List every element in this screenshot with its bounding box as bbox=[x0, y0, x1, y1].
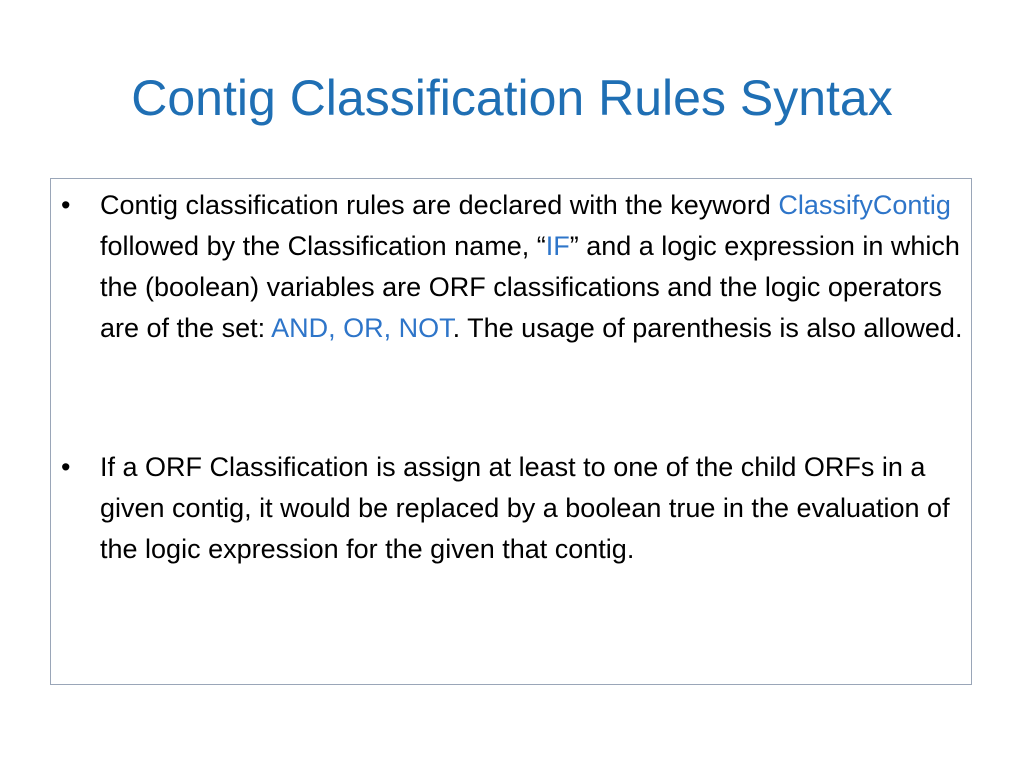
slide-title: Contig Classification Rules Syntax bbox=[131, 70, 893, 126]
bullet-dot-icon: • bbox=[61, 452, 71, 482]
keyword-classifycontig: ClassifyContig bbox=[778, 190, 951, 220]
content-box bbox=[50, 178, 972, 685]
bullet-dot-icon: • bbox=[61, 190, 71, 220]
text-segment: ” and a logic expression in which the (boolean) variables are ORF classifications and the logic operators are of the set: bbox=[100, 231, 960, 343]
bullet-text-evaluation: If a ORF Classification is assign at least to one of the child ORFs in a given contig, it would be replaced by a boolean true in the evaluation of the logic expression for the given that contig. bbox=[100, 452, 950, 564]
text-segment: Contig classification rules are declared with the keyword bbox=[100, 190, 779, 220]
text-segment: . The usage of parenthesis is also allowed. bbox=[452, 313, 963, 343]
keyword-operators: AND, OR, NOT bbox=[271, 313, 453, 343]
bullet-text-syntax bbox=[100, 185, 964, 349]
keyword-if: IF bbox=[545, 231, 570, 261]
text-segment: followed by the Classification name, “ bbox=[100, 231, 546, 261]
